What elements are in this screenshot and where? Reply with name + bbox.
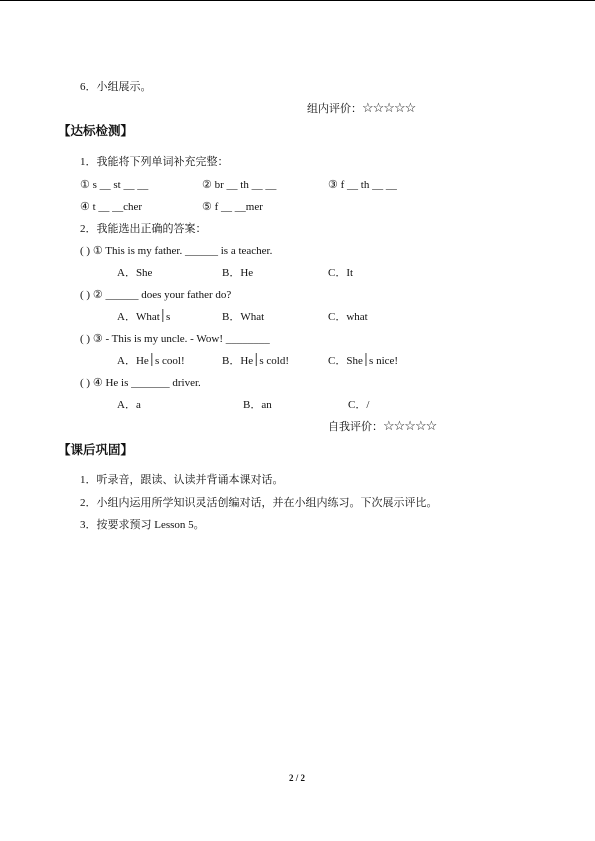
q2-title: 2．我能选出正确的答案： [80,223,207,235]
question-4-option-b: B．an [243,399,272,411]
section-heading-after-class: 【课后巩固】 [58,442,134,457]
after-item-1: 1．听录音，跟读、认读并背诵本课对话。 [80,474,284,486]
q1-title: 1．我能将下列单词补充完整： [80,156,229,168]
section-heading-test: 【达标检测】 [58,123,134,138]
question-1-stem: ( ) ① This is my father. ______ is a teacher. [80,245,273,257]
q1-word-4: ④ t __ __cher [80,201,143,213]
question-4-option-c: C．/ [348,399,370,411]
self-evaluation [328,419,436,434]
question-4-option-a: A．a [117,399,141,411]
page-number: 2 / 2 [289,773,306,783]
question-2-option-b: B．What [222,311,265,323]
question-3-option-c: C．She׀s nice! [328,355,399,367]
prev-item-6: 6．小组展示。 [80,81,152,93]
self-eval-label: 自我评价： [328,421,383,433]
question-2-option-c: C．what [328,311,368,323]
question-2-option-a: A．What׀s [117,311,171,323]
top-rule [0,0,595,1]
after-item-3: 3．按要求预习 Lesson 5。 [80,519,205,531]
question-3-option-b: B．He׀s cold! [222,355,290,367]
group-eval-label: 组内评价： [307,103,362,115]
question-2-stem: ( ) ② ______ does your father do? [80,289,232,301]
q1-word-5: ⑤ f __ __mer [202,201,263,213]
q1-word-2: ② br __ th __ __ [202,179,277,191]
after-item-2: 2．小组内运用所学知识灵活创编对话，并在小组内练习。下次展示评比。 [80,497,438,509]
question-1-option-c: C．It [328,267,354,279]
question-1-option-b: B．He [222,267,254,279]
q1-word-1: ① s __ st __ __ [80,179,149,191]
star-rating-icons: ☆☆☆☆☆ [362,100,416,115]
question-3-stem: ( ) ③ - This is my uncle. - Wow! ________ [80,333,270,345]
group-evaluation [307,101,415,116]
star-rating-icons: ☆☆☆☆☆ [383,418,437,433]
question-3-option-a: A．He׀s cool! [117,355,185,367]
question-4-stem: ( ) ④ He is _______ driver. [80,377,201,389]
question-1-option-a: A．She [117,267,153,279]
q1-word-3: ③ f __ th __ __ [328,179,397,191]
